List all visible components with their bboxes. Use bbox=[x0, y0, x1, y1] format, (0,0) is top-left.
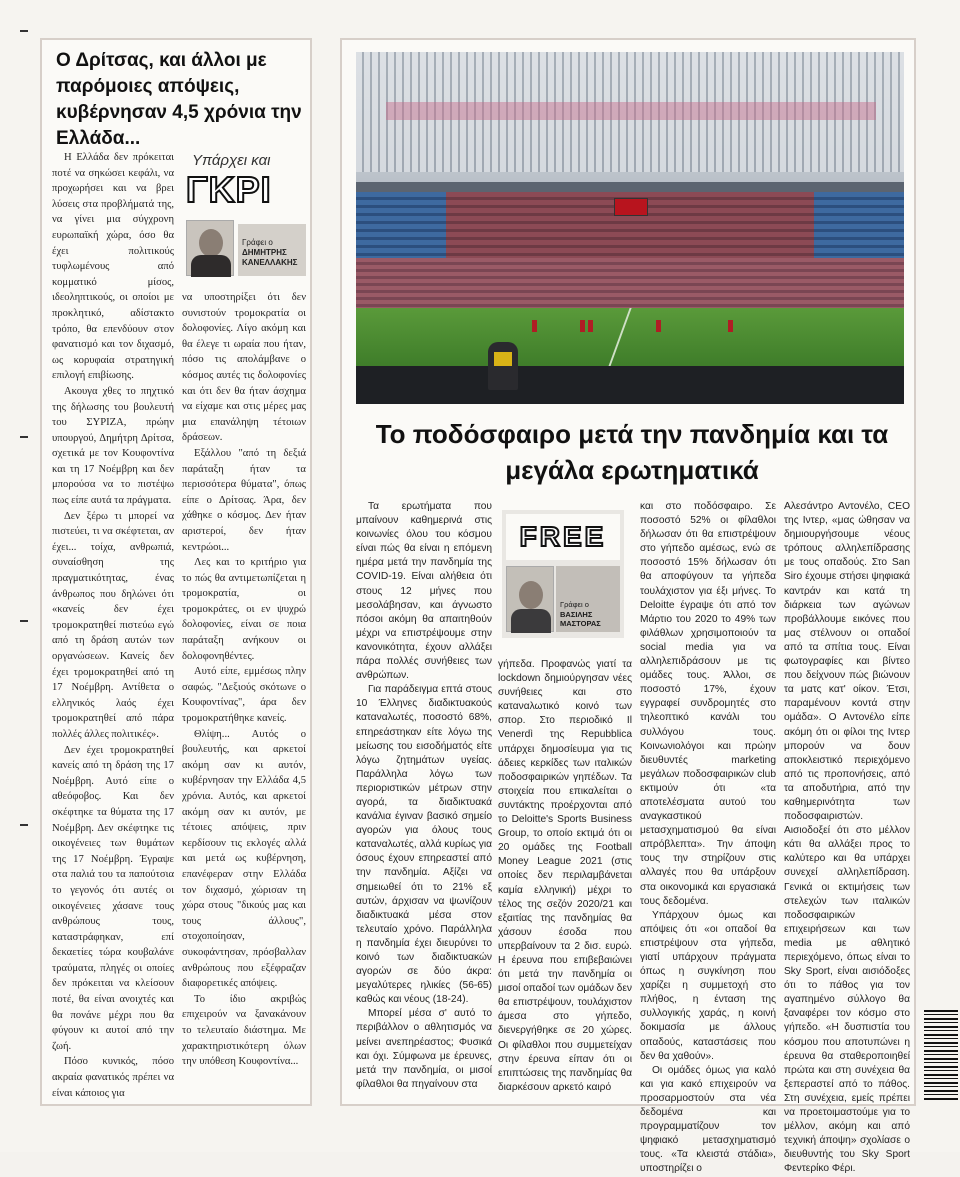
paragraph: Πόσο κυνικός, πόσο ακραία φανατικός πρέπει να είναι κάποιος για bbox=[52, 1056, 174, 1099]
paragraph: Μπορεί μέσα σ' αυτό το περιβάλλον ο αθλητισμός να μείνει ανεπηρέαστος; Φυσικά και όχι. Σύμφωνα με έρευνες, μετά την πανδημία, οι μισοί φίλαθλοι θα πηγαίνουν στα bbox=[356, 1008, 492, 1090]
column-byline-gkri bbox=[186, 152, 306, 284]
paragraph: και στο ποδόσφαιρο. Σε ποσοστό 52% οι φίλαθλοι δήλωσαν ότι θα επιστρέψουν στο γήπεδο αμέσως, ενώ σε ποσοστό 15% δήλωσαν ότι θα αποφύγουν τα γήπεδα τουλάχιστον για έξι μήνες. Το Deloitte έγραψε ότι από τον Μάρτιο του 2020 το 49% των φιλάθλων χρησιμοποιούν τα social media για να αλληλεπιδράσουν με τις ομάδες τους. Άλλοι, σε ποσοστό 17%, έχουν εγγραφεί συνδρομητές στο τηλεοπτικό κανάλι του συλλόγου τους. Κοινωνιολόγοι και πρώην διευθυντές marketing μεγάλων ποδοσφαιρικών club εκτιμούν ότι «τα αποτελέσματα αυτού του αναγκαστικού μετασχηματισμού θα είναι απρόβλεπτα». Την άποψη τους την στηρίζουν στις αλλαγές που θα υπάρξουν στα οικονομικά και εργασιακά τους δεδομένα. bbox=[640, 501, 776, 907]
right-article-column-2 bbox=[498, 658, 632, 1096]
author-credit bbox=[238, 224, 306, 276]
stadium-photo bbox=[356, 52, 904, 404]
left-article-column-2 bbox=[182, 290, 306, 1100]
author-name: ΒΑΣΙΛΗΣ ΜΑΣΤΟΡΑΣ bbox=[560, 609, 601, 628]
author-portrait-icon bbox=[506, 566, 554, 632]
margin-mark bbox=[20, 620, 28, 622]
column-brand-logo: FREE bbox=[506, 514, 620, 560]
column-brand-logo: ΓΚΡΙ bbox=[186, 169, 272, 210]
margin-mark bbox=[20, 436, 28, 438]
author-name: ΔΗΜΗΤΡΗΣ ΚΑΝΕΛΛΑΚΗΣ bbox=[242, 248, 298, 267]
left-article bbox=[40, 38, 312, 1106]
column-byline-free bbox=[502, 510, 624, 638]
cameraman-figure bbox=[488, 342, 518, 390]
right-article-headline: Το ποδόσφαιρο μετά την πανδημία και τα μεγάλα ερωτηματικά bbox=[375, 419, 889, 485]
author-prefix: Γράφει ο bbox=[560, 600, 589, 609]
author-prefix: Γράφει ο bbox=[242, 238, 273, 247]
right-article bbox=[340, 38, 916, 1175]
right-article-column-4 bbox=[784, 500, 910, 1175]
left-article-title: Ο Δρίτσας, και άλλοι με παρόμοιες απόψεις, κυβέρνησαν 4,5 χρόνια την Ελλάδα... bbox=[56, 50, 302, 149]
scoreboard-icon bbox=[614, 198, 648, 216]
paragraph: Υπάρχουν όμως και απόψεις ότι «οι οπαδοί θα επιστρέψουν στα γήπεδα, γιατί υπάρχουν πράγματα όπως η συγκίνηση που χαρίζει η συμμετοχή στο πλήθος, η ένταση της συλλογικής χαράς, η κοινή δοκιμασία με άλλους οπαδούς, καταστάσεις που δεν θα χαθούν». bbox=[640, 909, 776, 1062]
paragraph: Εξάλλου "από τη δεξιά παράταξη ήταν τα περισσότερα θύματα", όπως είπε ο Δρίτσας. Άρα, δεν χάθηκε ο κόσμος. Δεν ήταν αριστεροί, δεν ήταν κεντρώοι... bbox=[182, 447, 306, 553]
paragraph: Τα ερωτήματα που μπαίνουν καθημερινά στις κοινωνίες όλου του κόσμου είναι πώς θα είναι η επόμενη ημέρα μετά την πανδημία της COVID-19. Είναι αλήθεια ότι στους 12 μήνες που μεσολάβησαν, και άγνωστο πόσοι ακόμη θα απαιτηθούν μέχρι να επιστρέψουμε στην κανονικότητα, έχουν αλλάξει πάρα πολλές συνήθειες των ανθρώπων. bbox=[356, 501, 492, 682]
paragraph: Θλίψη... Αυτός ο βουλευτής, και αρκετοί ακόμη σαν κι αυτόν, κυβέρνησαν την Ελλάδα 4,5 χρόνια. Αυτός, και αρκετοί ακόμη σαν κι αυτόν, με τέτοιες απόψεις, πριν κερδίσουν τις εκλογές αλλά και μετά ως κυβέρνηση, επανέφεραν στην Ελλάδα τον διχασμό, χώρισαν τη χώρα στους "δικούς μας και τους άλλους", στοχοποίησαν, συκοφάντησαν, πρόσβαλλαν ανθρώπους που εξέφραζαν διαφορετικές απόψεις. bbox=[182, 728, 306, 990]
paragraph: Ακουγα χθες το πηχτικό της δήλωσης του βουλευτή του ΣΥΡΙΖΑ, πρώην υπουργού, Δημήτρη Δρίτσα, σχετικά με τον Κουφοντίνα και τη 17 Νοέμβρη και δεν μπορούσα να το πιστέψω πως είπε αυτά τα πράγματα. bbox=[52, 385, 174, 507]
column-kicker: Υπάρχει και bbox=[192, 152, 271, 169]
paragraph: Για παράδειγμα επτά στους 10 Έλληνες διαδικτυακούς καταναλωτές, ποσοστό 68%, επηρεάστηκαν είτε λόγω της μείωσης του εισοδήματός είτε λόγω ζητημάτων υγείας. Παράλληλα λόγω των περιοριστικών μέτρων στην αγορά, τα διαδικτυακά κανάλια έγιναν βασικό σημείο αγορών για όλους τους καταναλωτές, αλλά κυρίως για όσους έχουν επηρεαστεί από την πανδημία. Αξίζει να σημειωθεί ότι το 21% εξ αυτών, άρχισαν να ψωνίζουν διαδικτυακά μέσα στον τελευταίο χρόνο. Παράλληλα η πανδημία έχει διευρύνει το κοινό των διαδικτυακών αγορών σε δύο άκρα: μεγαλύτερες ηλικίες (56-65) καθώς και νέους (18-24). bbox=[356, 684, 492, 1006]
paragraph: Το ίδιο ακριβώς επιχειρούν να ξανακάνουν το τελευταίο διάστημα. Με χαρακτηριστικότερη όλων την υπόθεση Κουφοντίνα... bbox=[182, 993, 306, 1068]
paragraph: Αλεσάντρο Αντονέλο, CEO της Ιντερ, «μας ώθησαν να δημιουργήσουμε νέους τρόπους αλληλεπίδρασης με τους οπαδούς. Στο San Siro έχουμε στήσει ψηφιακά καντράν και κατά τη διάρκεια των αγώνων προβάλλουμε εικόνες που μας στέλνουν οι οπαδοί από τα σπίτια τους. Είναι φωτογραφίες και βίντεο που δείχνουν πώς βιώνουν τα ματς κατ' οίκον. Έτσι, παραμένουν κοντά στην ομάδα». Ο Αντονέλο είπε ακόμη ότι οι φίλοι της Ιντερ μπορούν να δουν αποκλειστικό περιεχόμενο από τις προπονήσεις, από τα αποδυτήρια, από την καθημερινότητα των ποδοσφαιριστών. Αισιοδοξεί ότι στο μέλλον κάτι θα αλλάξει προς το καλύτερο και θα υπάρχει συνεχεί αλληλεπίδραση. Γενικά οι εκτιμήσεις των στελεχών των ιταλικών ποδοσφαιρικών επιχειρήσεων και των media με αθλητικό περιεχόμενο, όπως είναι το Sky Sport, είναι αισιόδοξες ότι το πάθος για τον αγαπημένο σύλλογο θα ξαναφέρει τον κόσμο στο γήπεδο. «Η δυσπιστία του κόσμου που αποτυπώνει η έρευνα θα σταθεροποιηθεί πρώτα και στη συνέχεια θα ξεπεραστεί από το πάθος. Στη συνέχεια, εμείς πρέπει να προετοιμαστούμε για το μέλλον, ακόμη και από τεχνική άποψη» σχολίασε ο διευθυντής του Sky Sport Φεντερίκο Φέρι. bbox=[784, 501, 910, 1175]
right-article-column-1 bbox=[356, 500, 492, 1096]
paragraph: Δεν ξέρω τι μπορεί να πιστεύει, τι να σκέφτεται, αν έχει... τοίχα, ανθρωπιά, συναίσθηση της πραγματικότητας, ένας άνθρωπος που δηλώνει ότι «κανείς δεν έχει τρομοκρατηθεί πιστεύω εγώ από τη δράση αυτών των οργανώσεων. Κανείς δεν έχει τρομοκρατηθεί από τη 17 Νοέμβρη. Αντίθετα ο ελληνικός λαός έχει τρομοκρατηθεί από πάρα πολλές άλλες πολιτικές». bbox=[52, 510, 174, 740]
paragraph: γήπεδα. Προφανώς γιατί τα lockdown δημιούργησαν νέες συνήθειες και στο καταναλωτικό κοινό των σπορ. Στο περιοδικό Il Venerdì της Repubblica υπάρχει δημοσίευμα για τις άδειες κερκίδες των ιταλικών ποδοσφαιρικών γηπέδων. Τα στοιχεία που επικαλείται ο συντάκτης προέρχονται από το Deloitte's Sports Business Group, το οποίο εκτιμά ότι οι 20 ομάδες της Football Money League 2021 (στις οποίες δεν περιλαμβάνεται καμία ελληνική) μέχρι το τέλος της σεζόν 2020/21 και εξαιτίας της πανδημίας θα χάσουν έσοδα που υπερβαίνουν τα 2 δισ. ευρώ. Η έρευνα που επιβεβαιώνει ότι μετά την πανδημία οι μισοί οπαδοί των ομάδων δεν θα επιστρέψουν, τουλάχιστον άμεσα στο γήπεδο, διενεργήθηκε σε 20 χώρες. Οι φίλαθλοι που συμμετείχαν στην έρευνα είπαν ότι οι επιπτώσεις της πανδημίας θα διαρκέσουν αρκετό καιρό bbox=[498, 659, 632, 1093]
barcode-icon bbox=[924, 1010, 958, 1100]
paragraph: Αυτό είπε, εμμέσως πλην σαφώς. "Δεξιούς σκότωνε ο Κουφοντίνας", άρα δεν τρομοκρατήθηκε κανείς. bbox=[182, 666, 306, 725]
margin-mark bbox=[20, 824, 28, 826]
author-credit bbox=[556, 566, 620, 632]
paragraph: Η Ελλάδα δεν πρόκειται ποτέ να σηκώσει κεφάλι, να προχωρήσει και να βρει λύσεις στα προβλήματά της, να γίνει μια σύγχρονη ευρωπαϊκή χώρα, όσο θα έχει πολιτικούς τυφλωμένους από κομματικό μίσος, ιδεοληπτικούς, οι οποίοι με προκλητικό, αδίστακτο τρόπο, θα επενδύουν στον φανατισμό και τον διχασμό, ως κορυφαία στρατηγική επιλογή επιβίωσης. bbox=[52, 152, 174, 382]
left-article-column-1 bbox=[52, 150, 174, 1100]
paragraph: να υποστηρίξει ότι δεν συνιστούν τρομοκρατία οι δολοφονίες. Λίγο ακόμη και θα έλεγε τι ωραία που ήταν, πόσο τις απολάμβανε ο κόσμος αυτές τις δολοφονίες και ότι δεν θα ήταν άσχημα να είχαμε και στις μέρες μας μια επανάληψη τέτοιων δράσεων. bbox=[182, 292, 306, 444]
author-portrait-icon bbox=[186, 220, 234, 276]
paragraph: Δεν έχει τρομοκρατηθεί κανείς από τη δράση της 17 Νοέμβρη. Αυτό είπε ο αθεόφοβος. Και δεν σκέφτηκε τα θύματα της 17 Νοέμβρη. Δεν σκέφτηκε τις οικογένειες των θυμάτων της 17 Νοέμβρη. Έγραψε στα παλιά του τα παπούτσια το γεγονός ότι αυτές οι οικογένειες χάσανε τους ανθρώπους τους, καταστράφηκαν, επί δεκαετίες τώρα κουβαλάνε τραύματα, πληγές οι οποίες δεν πρόκειται να κλείσουν ποτέ, θα είναι ανοιχτές και θα πονάνε μέχρι που θα φύγουν κι αυτοί από την ζωή. bbox=[52, 744, 174, 1052]
right-article-column-3 bbox=[640, 500, 776, 1175]
margin-mark bbox=[20, 30, 28, 32]
paragraph: Οι ομάδες όμως για καλό και για κακό επιχειρούν να προσαρμοστούν στα νέα δεδομένα και προγραμματίζουν τον ψηφιακό μετασχηματισμό τους. «Τα κλειστά στάδια», υποστηρίζει ο bbox=[640, 1064, 776, 1175]
paragraph: Λες και το κριτήριο για το πώς θα αντιμετωπίζεται η τρομοκρατία, οι τρομοκράτες, οι εν ψυχρώ δολοφονίες, είναι σε ποια παράταξη ανήκουν οι δολοφονηθέντες. bbox=[182, 557, 306, 662]
